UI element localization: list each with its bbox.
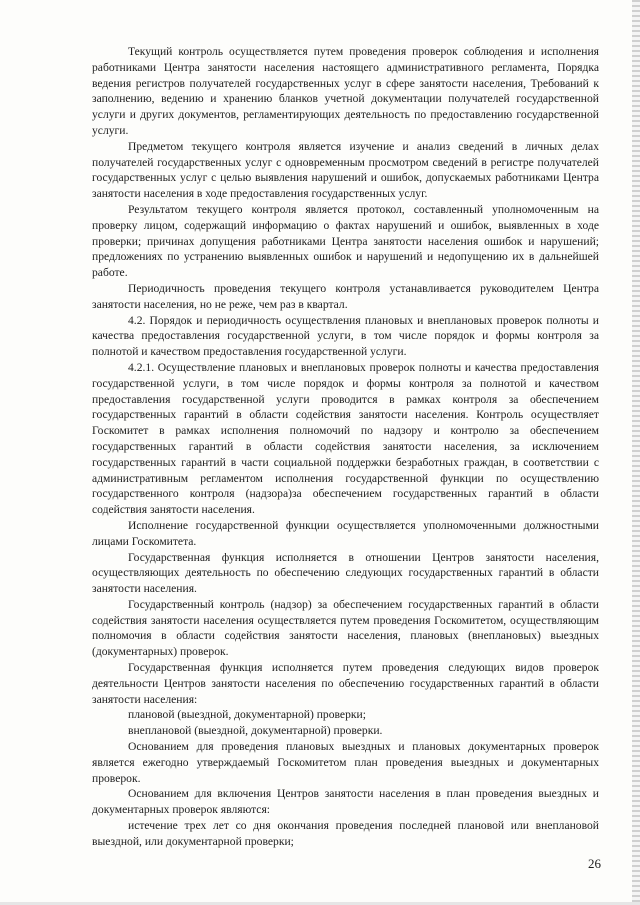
- list-item-three-years: истечение трех лет со дня окончания проведения последней плановой или внеплановой выездной, или документарной проверки;: [92, 819, 599, 848]
- scan-edge-right: [632, 0, 640, 905]
- list-item-planned-inspection: плановой (выездной, документарной) проверки;: [128, 708, 366, 722]
- paragraph-control-periodicity: Периодичность проведения текущего контроля устанавливается руководителем Центра занятости населения, но не реже, чем раз в квартал.: [92, 281, 599, 311]
- paragraph-control-result: Результатом текущего контроля является протокол, составленный уполномоченным на проверку лицом, содержащий информацию о фактах нарушений и ошибок, выявленных в ходе проверки; причинах допущения работниками Центра занятости населения ошибок и нарушений; предложениях по устранению выявленных ошибок и нарушений и недопущению их в дальнейшей работе.: [92, 202, 599, 280]
- paragraph-state-control: Государственный контроль (надзор) за обеспечением государственных гарантий в области содействия занятости населения осуществляется путем проведения Госкомитетом, осуществляющим полномочия в области содействия занятости населения, плановых (внеплановых) выездных (документарных) проверок.: [92, 597, 599, 659]
- list-item-unplanned-inspection: внеплановой (выездной, документарной) проверки.: [128, 724, 383, 738]
- paragraph-function-scope: Государственная функция исполняется в отношении Центров занятости населения, осуществляющих деятельность по обеспечению следующих государственных гарантий в области занятости населения.: [92, 550, 599, 596]
- paragraph-inspection-types: Государственная функция исполняется путем проведения следующих видов проверок деятельности Центров занятости населения по обеспечению государственных гарантий в области занятости населения:: [92, 661, 599, 706]
- paragraph-4-2-1: 4.2.1. Осуществление плановых и внеплановых проверок полноты и качества предоставления государственной услуги, в том числе порядок и формы контроля за полнотой и качеством предоставления государственной услуги проводится в рамках контроля за обеспечением государственных гарантий в области содействия занятости населения. Контроль осуществляет Госкомитет в рамках исполнения полномочий по надзору и контролю за обеспечением государственных гарантий в области содействия занятости населения, за исключением государственных гарантий в части социальной поддержки безработных граждан, в соответствии с административным регламентом исполнения государственной функции по осуществлению государственного контроля (надзора)за обеспечением государственных гарантий в области содействия занятости населения.: [92, 360, 599, 517]
- paragraph-inclusion-basis: Основанием для включения Центров занятости населения в план проведения выездных и документарных проверок являются:: [92, 787, 599, 817]
- paragraph-planned-basis: Основанием для проведения плановых выездных и плановых документарных проверок является ежегодно утверждаемый Госкомитетом план проведения выездных и документарных проверок.: [92, 740, 599, 785]
- paragraph-function-execution: Исполнение государственной функции осуществляется уполномоченными должностными лицами Госкомитета.: [92, 518, 599, 548]
- section-heading-4-2: 4.2. Порядок и периодичность осуществления плановых и внеплановых проверок полноты и качества предоставления государственной услуги, в том числе порядок и формы контроля за полнотой и качеством предоставления государственной услуги.: [92, 313, 599, 359]
- paragraph-control-subject: Предметом текущего контроля является изучение и анализ сведений в личных делах получателей государственных услуг с одновременным просмотром сведений в регистре получателей государственных услуг с целью выявления нарушений и ошибок, допускаемых работниками Центра занятости населения в ходе предоставления государственных услуг.: [92, 139, 599, 201]
- document-body: [92, 44, 599, 850]
- page-number: 26: [588, 856, 601, 871]
- paragraph-current-control: Текущий контроль осуществляется путем проведения проверок соблюдения и исполнения работниками Центра занятости населения настоящего административного регламента, Порядка ведения регистров получателей государственных услуг в сфере занятости населения, Требований к заполнению, ведению и хранению бланков учетной документации получателей государственной услуги и других документов, регламентирующих деятельность по предоставлению государственной услуги.: [92, 45, 599, 137]
